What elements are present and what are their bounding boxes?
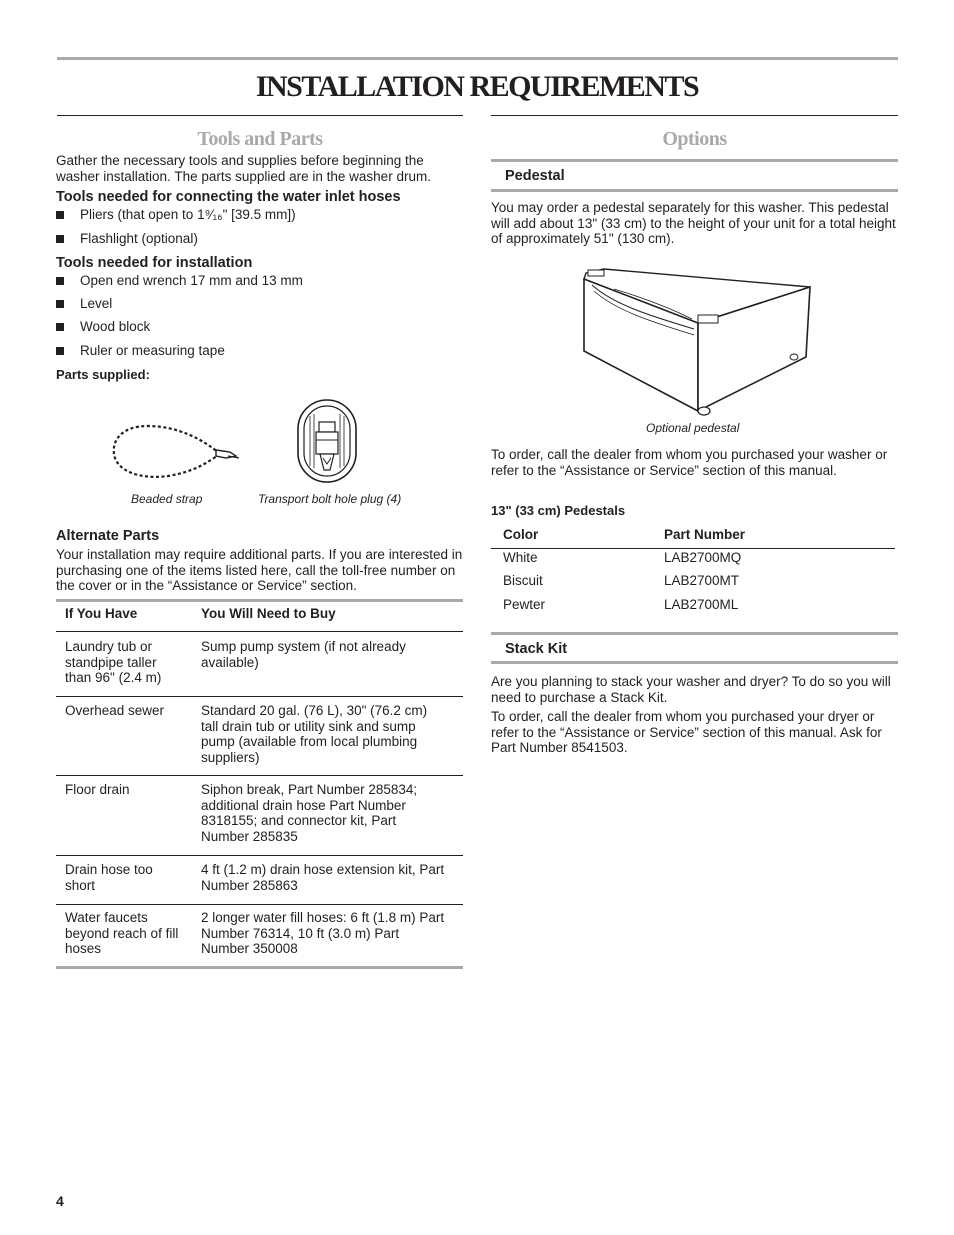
top-rule bbox=[57, 57, 898, 60]
stack-top-rule bbox=[491, 632, 898, 635]
installation-heading: Tools needed for installation bbox=[56, 255, 253, 271]
stack-kit-text-1: Are you planning to stack your washer and dryer? To do so you will need to purchase a Stack Kit. bbox=[491, 674, 891, 705]
table-cell-have: Drain hose too short bbox=[65, 862, 153, 893]
pedestal-table-divider bbox=[491, 548, 895, 549]
pedestal-illustration bbox=[574, 265, 814, 417]
alternate-parts-heading: Alternate Parts bbox=[56, 528, 160, 544]
table-cell-part: LAB2700MT bbox=[664, 573, 740, 588]
table-header-have: If You Have bbox=[65, 606, 138, 621]
left-column-rule bbox=[57, 115, 463, 116]
pedestal-text: You may order a pedestal separately for this washer. This pedestal will add about 13" (33 cm) to the height of your unit for a total height of approximately 51" (130 cm). bbox=[491, 200, 896, 246]
table-cell-have: Water faucets beyond reach of fill hoses bbox=[65, 910, 179, 956]
table-divider bbox=[56, 631, 463, 632]
tools-intro: Gather the necessary tools and supplies before beginning the washer installation. The parts supplied are in the washer drum. bbox=[56, 153, 431, 184]
bolt-plug-caption: Transport bolt hole plug (4) bbox=[258, 492, 402, 506]
table-divider bbox=[56, 775, 463, 776]
table-divider bbox=[56, 904, 463, 905]
stack-kit-text-2: To order, call the dealer from whom you purchased your dryer or refer to the “Assistance or Service” section of this manual. Ask for Part Number 8541503. bbox=[491, 709, 882, 755]
table-divider bbox=[56, 696, 463, 697]
parts-supplied-label: Parts supplied: bbox=[56, 367, 150, 382]
beaded-strap-caption: Beaded strap bbox=[131, 492, 203, 506]
alternate-parts-intro: Your installation may require additional parts. If you are interested in purchasing one of the items listed here, call the toll-free number on the cover or in the “Assistance or Service” section. bbox=[56, 547, 463, 593]
table-cell-buy: Siphon break, Part Number 285834; additional drain hose Part Number 8318155; and connector kit, Part Number 285835 bbox=[201, 782, 418, 844]
page-title: INSTALLATION REQUIREMENTS bbox=[255, 70, 699, 103]
table-cell-have: Laundry tub or standpipe taller than 96" (2.4 m) bbox=[65, 639, 162, 685]
table-top-rule bbox=[56, 599, 463, 602]
page-number: 4 bbox=[56, 1193, 64, 1209]
table-cell-have: Floor drain bbox=[65, 782, 130, 797]
pedestals-table-title: 13" (33 cm) Pedestals bbox=[491, 503, 626, 518]
table-cell-part: LAB2700MQ bbox=[664, 550, 742, 565]
pedestal-bottom-rule bbox=[491, 189, 898, 192]
pedestal-table-header-color: Color bbox=[503, 527, 539, 542]
table-cell-color: Biscuit bbox=[503, 573, 543, 588]
table-cell-buy: 4 ft (1.2 m) drain hose extension kit, Part Number 285863 bbox=[201, 862, 445, 893]
tools-and-parts-heading: Tools and Parts bbox=[197, 128, 323, 150]
stack-bottom-rule bbox=[491, 661, 898, 664]
table-cell-part: LAB2700ML bbox=[664, 597, 739, 612]
table-cell-color: Pewter bbox=[503, 597, 546, 612]
table-cell-have: Overhead sewer bbox=[65, 703, 165, 718]
pedestal-table-header-part: Part Number bbox=[664, 527, 746, 542]
table-cell-buy: 2 longer water fill hoses: 6 ft (1.8 m) Part Number 76314, 10 ft (3.0 m) Part Number 350008 bbox=[201, 910, 445, 956]
table-cell-buy: Standard 20 gal. (76 L), 30" (76.2 cm) tall drain tub or utility sink and sump pump (available from local plumbing suppliers) bbox=[201, 703, 428, 765]
water-inlet-heading: Tools needed for connecting the water inlet hoses bbox=[56, 189, 401, 205]
table-bottom-rule bbox=[56, 966, 463, 969]
table-header-buy: You Will Need to Buy bbox=[201, 606, 336, 621]
stack-kit-heading: Stack Kit bbox=[505, 641, 568, 657]
pedestal-caption: Optional pedestal bbox=[646, 421, 740, 435]
bolt-plug-illustration bbox=[296, 398, 358, 484]
pedestal-order-text: To order, call the dealer from whom you purchased your washer or refer to the “Assistance or Service” section of this manual. bbox=[491, 447, 888, 478]
pedestal-heading: Pedestal bbox=[505, 168, 565, 184]
pedestal-top-rule bbox=[491, 159, 898, 162]
table-cell-buy: Sump pump system (if not already available) bbox=[201, 639, 406, 670]
table-divider bbox=[56, 855, 463, 856]
right-column-rule bbox=[491, 115, 898, 116]
table-cell-color: White bbox=[503, 550, 538, 565]
options-heading: Options bbox=[662, 128, 727, 150]
beaded-strap-illustration bbox=[108, 418, 240, 484]
